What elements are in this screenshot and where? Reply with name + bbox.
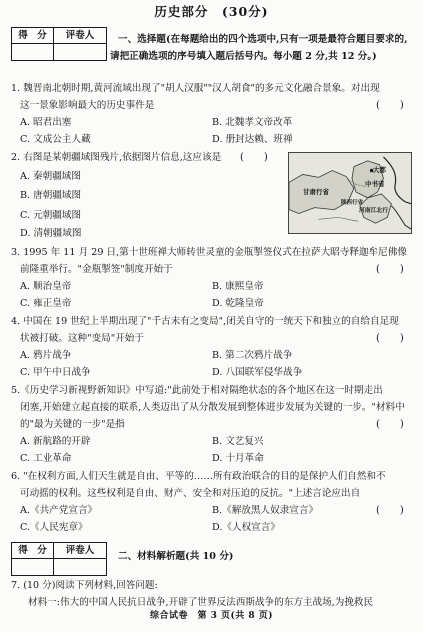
map-label-shaanxi: 陕西行省: [341, 200, 364, 206]
q4-option-d: D. 八国联军侵华战争: [212, 367, 303, 378]
map-label-henan: 河南江北行: [359, 208, 388, 214]
q3-option-c: C. 雍正皇帝: [20, 298, 72, 309]
q4-option-c: C. 甲午中日战争: [20, 367, 91, 378]
section1-heading-line1: 一、选择题(在每题给出的四个选项中,只有一项是最符合题目要求的,: [118, 34, 408, 45]
q1-option-a: A. 昭君出塞: [20, 117, 72, 128]
q2-stem-line1: 2. 右图是某朝疆域图残片,依据图片信息,这应该是: [11, 152, 222, 163]
q3-option-d: D. 乾隆皇帝: [212, 298, 264, 309]
q5-stem-line1: 5.《历史学习新视野新知识》中写道:"此前处于相对隔绝状态的各个地区在这一时期走出: [11, 385, 383, 396]
q5-stem-line3: 的"最为关键的一步"是指: [20, 419, 125, 430]
q5-option-c: C. 工业革命: [20, 453, 72, 464]
q5-option-d: D. 十月革命: [212, 453, 264, 464]
q6-option-c: C.《人民宪章》: [20, 522, 88, 533]
q3-answer-paren[interactable]: ( ): [376, 264, 404, 275]
q3-option-a: A. 顺治皇帝: [20, 281, 72, 292]
q6-stem-line2: 可动摇的权利。这些权利是自由、财产、安全和对压迫的反抗。"上述言论应出自: [20, 488, 361, 499]
section2-heading: 二、材料解析题(共 10 分): [118, 551, 234, 562]
score-table: [11, 27, 107, 61]
section-title: 历史部分 (30分): [154, 4, 269, 19]
q4-stem-line2: 状被打破。这种"变局"开始于: [20, 333, 144, 344]
map-label-zhongshu: 中书省: [365, 180, 385, 188]
q1-stem-line1: 1. 魏晋南北朝时期,黄河流域出现了"胡人汉服""汉人胡食"的多元文化融合景象。对出现: [11, 83, 380, 94]
q4-answer-paren[interactable]: ( ): [376, 333, 404, 344]
section1-heading-line2: 请把正确选项的序号填入题后括号内。每小题 2 分,共 12 分。): [110, 51, 377, 62]
q6-option-d: D.《人权宣言》: [212, 522, 280, 533]
q5-option-a: A. 新航路的开辟: [20, 436, 91, 447]
map-label-gansu: 甘肃行省: [303, 188, 329, 196]
q4-option-a: A. 鸦片战争: [20, 350, 72, 361]
q1-option-b: B. 北魏孝文帝改革: [212, 117, 293, 128]
grader-label: 评卷人: [54, 28, 106, 44]
q5-option-b: B. 文艺复兴: [212, 436, 264, 447]
page-footer: 综合试卷 第 3 页(共 8 页): [149, 611, 274, 621]
score-label: 得 分: [12, 28, 54, 44]
q7-stem-line1: 7. (10 分)阅读下列材料,回答问题:: [11, 580, 158, 591]
q1-option-c: C. 文成公主人藏: [20, 134, 91, 145]
grader-label-2: 评卷人: [54, 543, 106, 559]
q1-stem-line2: 这一景象影响最大的历史事件是: [20, 100, 155, 111]
q6-option-a: A.《共产党宣言》: [20, 505, 98, 516]
q6-option-b: B.《解放黑人奴隶宣言》: [212, 505, 319, 516]
q2-option-d: D. 清朝疆域图: [20, 228, 82, 239]
score-cell-2[interactable]: [12, 559, 54, 575]
q6-stem-line1: 6. "在权利方面,人们天生就是自由、平等的……所有政治联合的目的是保护人们自然和不: [11, 471, 386, 482]
q1-answer-paren[interactable]: ( ): [376, 100, 404, 111]
score-table-2: [11, 542, 107, 576]
score-label-2: 得 分: [12, 543, 54, 559]
q2-answer-paren[interactable]: ( ): [240, 152, 268, 163]
q2-option-a: A. 秦朝疆域图: [20, 171, 81, 182]
q4-stem-line1: 4. 中国在 19 世纪上半期出现了"千古未有之变局",闭关自守的一统天下和独立的自给自足现: [11, 316, 399, 327]
q3-stem-line2: 前隆重举行。"金瓶掣签"制度开始于: [20, 264, 173, 275]
q4-option-b: B. 第二次鸦片战争: [212, 350, 293, 361]
grader-cell-2[interactable]: [54, 559, 106, 575]
yuan-territory-map-fragment: [288, 152, 412, 234]
q5-answer-paren[interactable]: ( ): [376, 419, 404, 430]
map-label-dadu: 大都: [373, 166, 386, 174]
q2-option-b: B. 唐朝疆域图: [20, 190, 82, 201]
q3-option-b: B. 康熙皇帝: [212, 281, 264, 292]
q3-stem-line1: 3. 1995 年 11 月 29 日,第十世班禅大师转世灵童的金瓶掣签仪式在拉萨大昭寺释迦牟尼佛像: [11, 247, 407, 258]
q6-answer-paren[interactable]: ( ): [376, 505, 404, 516]
q2-option-c: C. 元朝疆域图: [20, 210, 82, 221]
q1-option-d: D. 册封达赖、班禅: [212, 134, 293, 145]
q5-stem-line2: 闭塞,开始建立起直接的联系,人类迈出了从分散发展到整体进步发展为关键的一步。"材料中: [20, 402, 405, 413]
grader-cell[interactable]: [54, 44, 106, 60]
q7-material1: 材料一:伟大的中国人民抗日战争,开辟了世界反法西斯战争的东方主战场,为挽救民: [28, 597, 374, 608]
score-cell[interactable]: [12, 44, 54, 60]
